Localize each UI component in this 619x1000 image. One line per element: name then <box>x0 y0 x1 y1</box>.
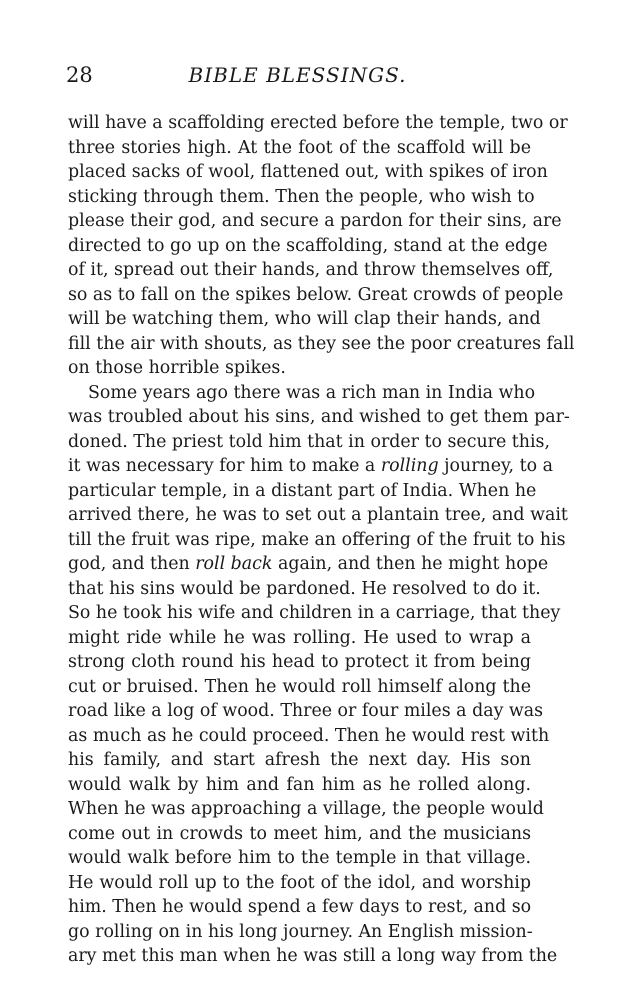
text-line: come out in crowds to meet him, and the musicians <box>68 823 531 844</box>
text-segment: again, and then he might hope <box>272 554 549 574</box>
text-line: He would roll up to the foot of the idol, and worship <box>68 872 531 893</box>
text-line: ary met this man when he was still a long way from the <box>68 946 558 966</box>
text-line: sticking through them. Then the people, who wish to <box>68 186 535 207</box>
text-line: particular temple, in a distant part of India. When he <box>68 480 537 501</box>
text-line: would walk before him to the temple in that village. <box>68 848 531 868</box>
text-line: on those horrible spikes. <box>68 358 286 378</box>
text-line: strong cloth round his head to protect it from being <box>68 652 531 672</box>
text-line: will have a scaffolding erected before the temple, two or <box>68 113 568 133</box>
text-line: road like a log of wood. Three or four miles a day was <box>68 701 544 721</box>
text-line: him. Then he would spend a few days to rest, and so <box>68 897 532 917</box>
text-line: placed sacks of wool, flattened out, with spikes of iron <box>68 162 548 182</box>
body-text <box>68 111 575 969</box>
text-line: When he was approaching a village, the people would <box>68 799 544 819</box>
text-line-with-emphasis <box>68 454 553 479</box>
text-line: arrived there, he was to set out a plantain tree, and wait <box>68 505 568 525</box>
text-line: that his sins would be pardoned. He resolved to do it. <box>68 578 541 599</box>
text-line: cut or bruised. Then he would roll himself along the <box>68 676 531 697</box>
running-title: BIBLE BLESSINGS. <box>188 63 407 87</box>
emphasis-roll-back: roll back <box>195 554 273 574</box>
text-line: might ride while he was rolling. He used to wrap a <box>68 627 531 648</box>
text-line: go rolling on in his long journey. An English mission- <box>68 921 533 942</box>
text-line: till the fruit was ripe, make an offering of the fruit to his <box>68 529 566 550</box>
text-line: was troubled about his sins, and wished to get them par- <box>68 407 570 427</box>
text-line: directed to go up on the scaffolding, stand at the edge <box>68 235 548 256</box>
text-line: of it, spread out their hands, and throw themselves off, <box>68 260 554 280</box>
text-segment: journey, to a <box>438 456 553 476</box>
text-line: would walk by him and fan him as he rolled along. <box>68 774 531 795</box>
text-line: will be watching them, who will clap their hands, and <box>68 309 541 329</box>
text-segment: god, and then <box>68 554 196 574</box>
running-head <box>66 60 529 90</box>
text-line: please their god, and secure a pardon for their sins, are <box>68 211 562 231</box>
text-line: so as to fall on the spikes below. Great crowds of people <box>68 284 564 305</box>
text-line: fill the air with shouts, as they see the poor creatures fall <box>68 333 575 354</box>
text-line: doned. The priest told him that in order to secure this, <box>68 431 550 452</box>
text-line: So he took his wife and children in a carriage, that they <box>68 603 561 623</box>
page-number: 28 <box>66 63 93 87</box>
emphasis-rolling: rolling <box>380 456 439 476</box>
text-line: his family, and start afresh the next day. His son <box>68 750 531 770</box>
text-segment: it was necessary for him to make a <box>68 456 381 476</box>
text-line: three stories high. At the foot of the scaffold will be <box>68 137 531 158</box>
text-line: as much as he could proceed. Then he would rest with <box>68 725 550 746</box>
paragraph-first-line: Some years ago there was a rich man in India who <box>88 382 536 403</box>
text-line-with-emphasis <box>68 552 549 577</box>
